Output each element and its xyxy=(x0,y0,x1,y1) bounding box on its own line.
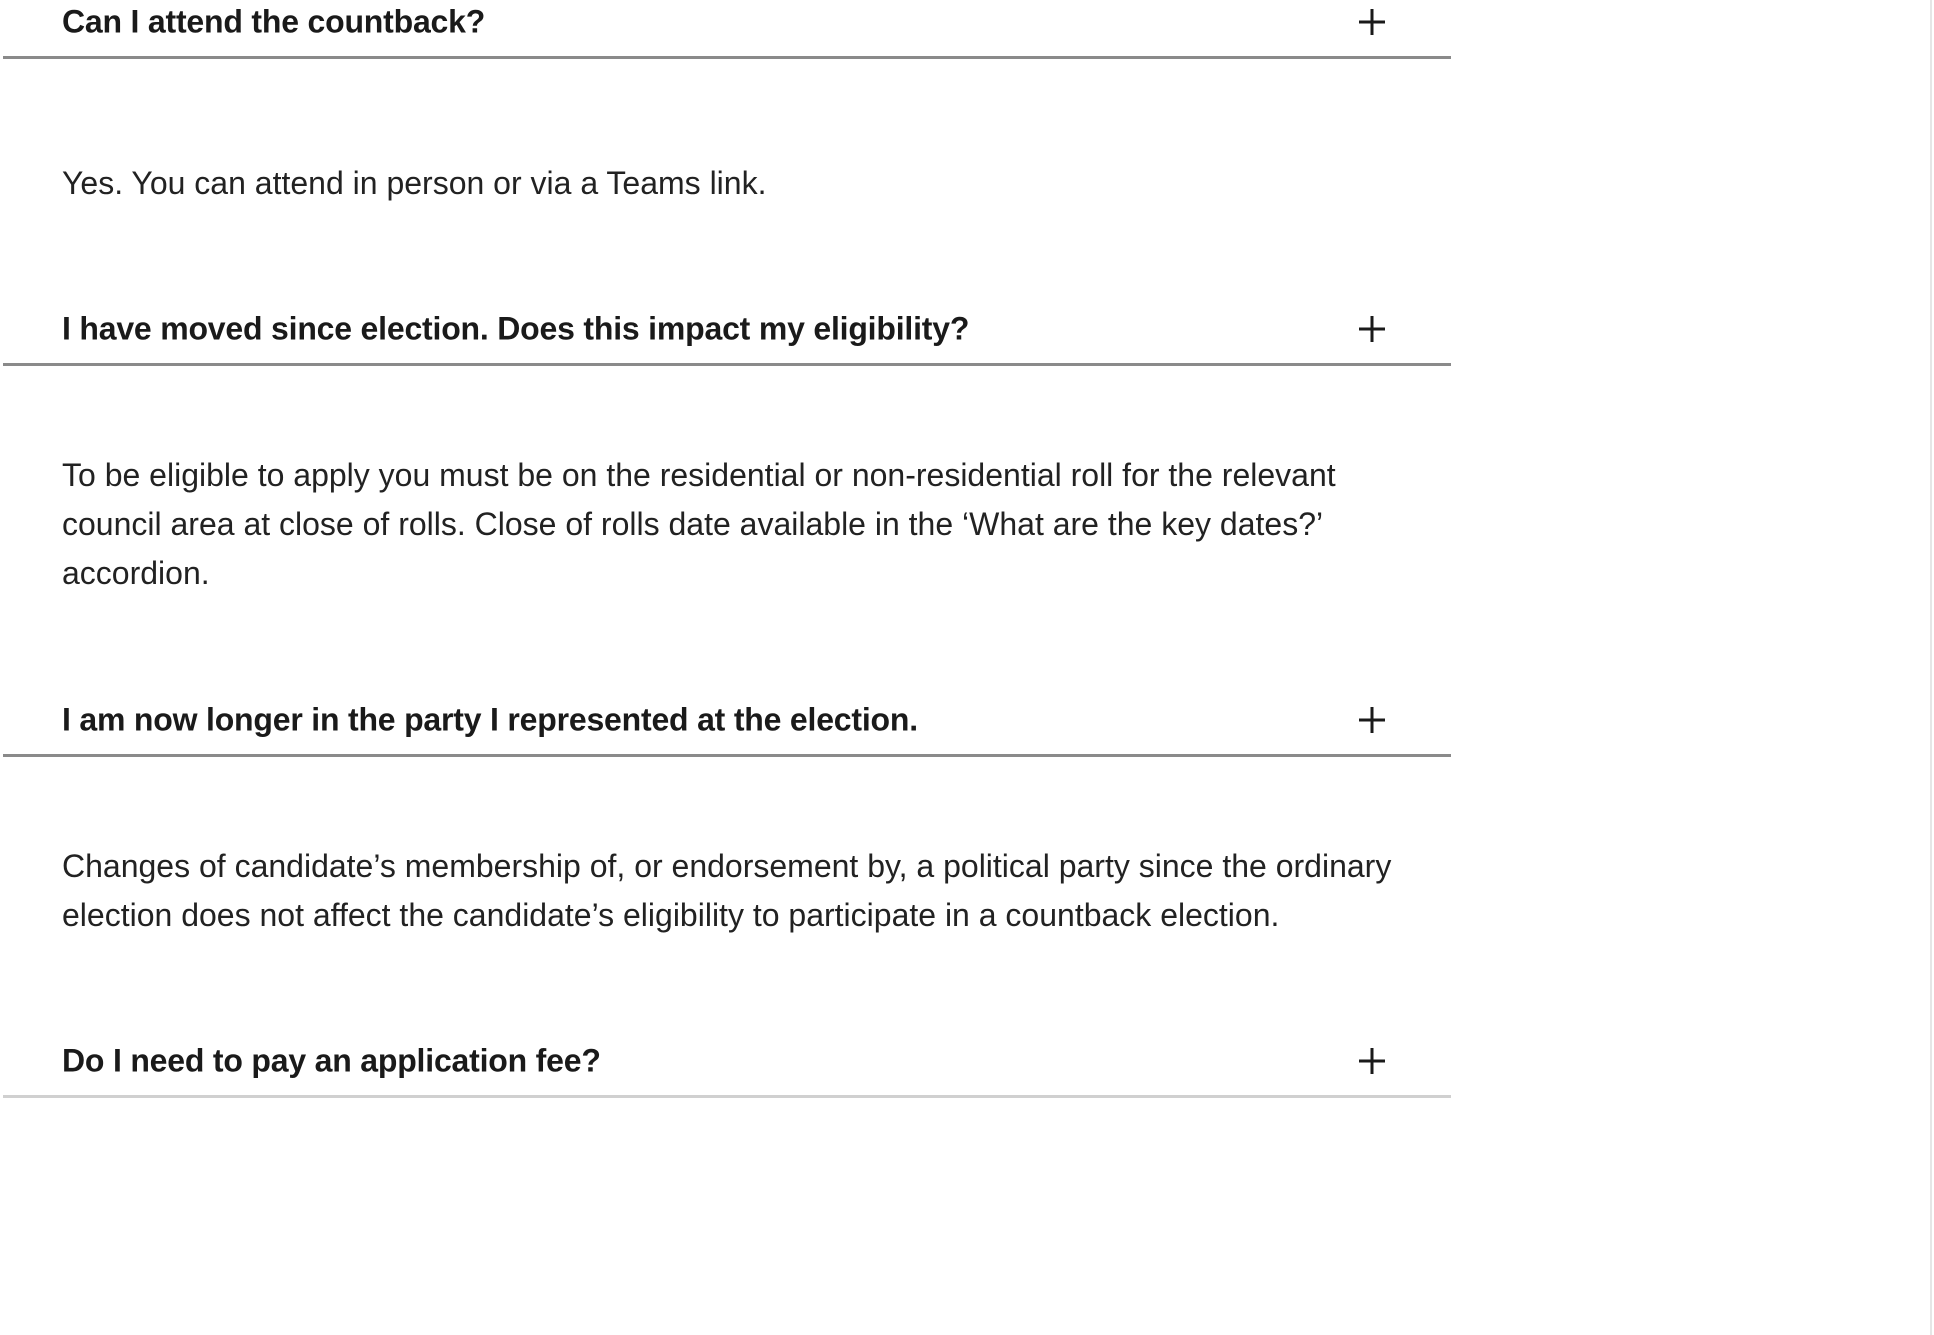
accordion-header-party-membership[interactable] xyxy=(3,686,1451,757)
plus-icon[interactable] xyxy=(1357,1046,1387,1076)
accordion-panel-attend-countback xyxy=(3,59,1451,295)
accordion-header-attend-countback[interactable] xyxy=(3,0,1451,59)
page-edge-divider xyxy=(1930,0,1932,1335)
faq-accordion xyxy=(3,0,1451,1098)
plus-icon[interactable] xyxy=(1357,314,1387,344)
accordion-answer: To be eligible to apply you must be on the residential or non-residential roll for the relevant council area at close of rolls. Close of rolls date available in the ‘What are the key dates?’ accordion. xyxy=(62,457,1336,591)
accordion-question: I am now longer in the party I represented at the election. xyxy=(62,701,918,738)
plus-icon[interactable] xyxy=(1357,7,1387,37)
accordion-header-moved-since-election[interactable] xyxy=(3,295,1451,366)
accordion-header-application-fee[interactable] xyxy=(3,1027,1451,1098)
accordion-answer: Yes. You can attend in person or via a Teams link. xyxy=(62,165,767,201)
accordion-question: Can I attend the countback? xyxy=(62,3,486,40)
accordion-question: Do I need to pay an application fee? xyxy=(62,1042,601,1079)
plus-icon[interactable] xyxy=(1357,705,1387,735)
accordion-panel-party-membership xyxy=(3,757,1451,1027)
accordion-answer: Changes of candidate’s membership of, or endorsement by, a political party since the ordinary election does not affect the candidate’s eligibility to participate in a countback election. xyxy=(62,848,1392,933)
accordion-panel-moved-since-election xyxy=(3,366,1451,686)
accordion-question: I have moved since election. Does this impact my eligibility? xyxy=(62,310,970,347)
